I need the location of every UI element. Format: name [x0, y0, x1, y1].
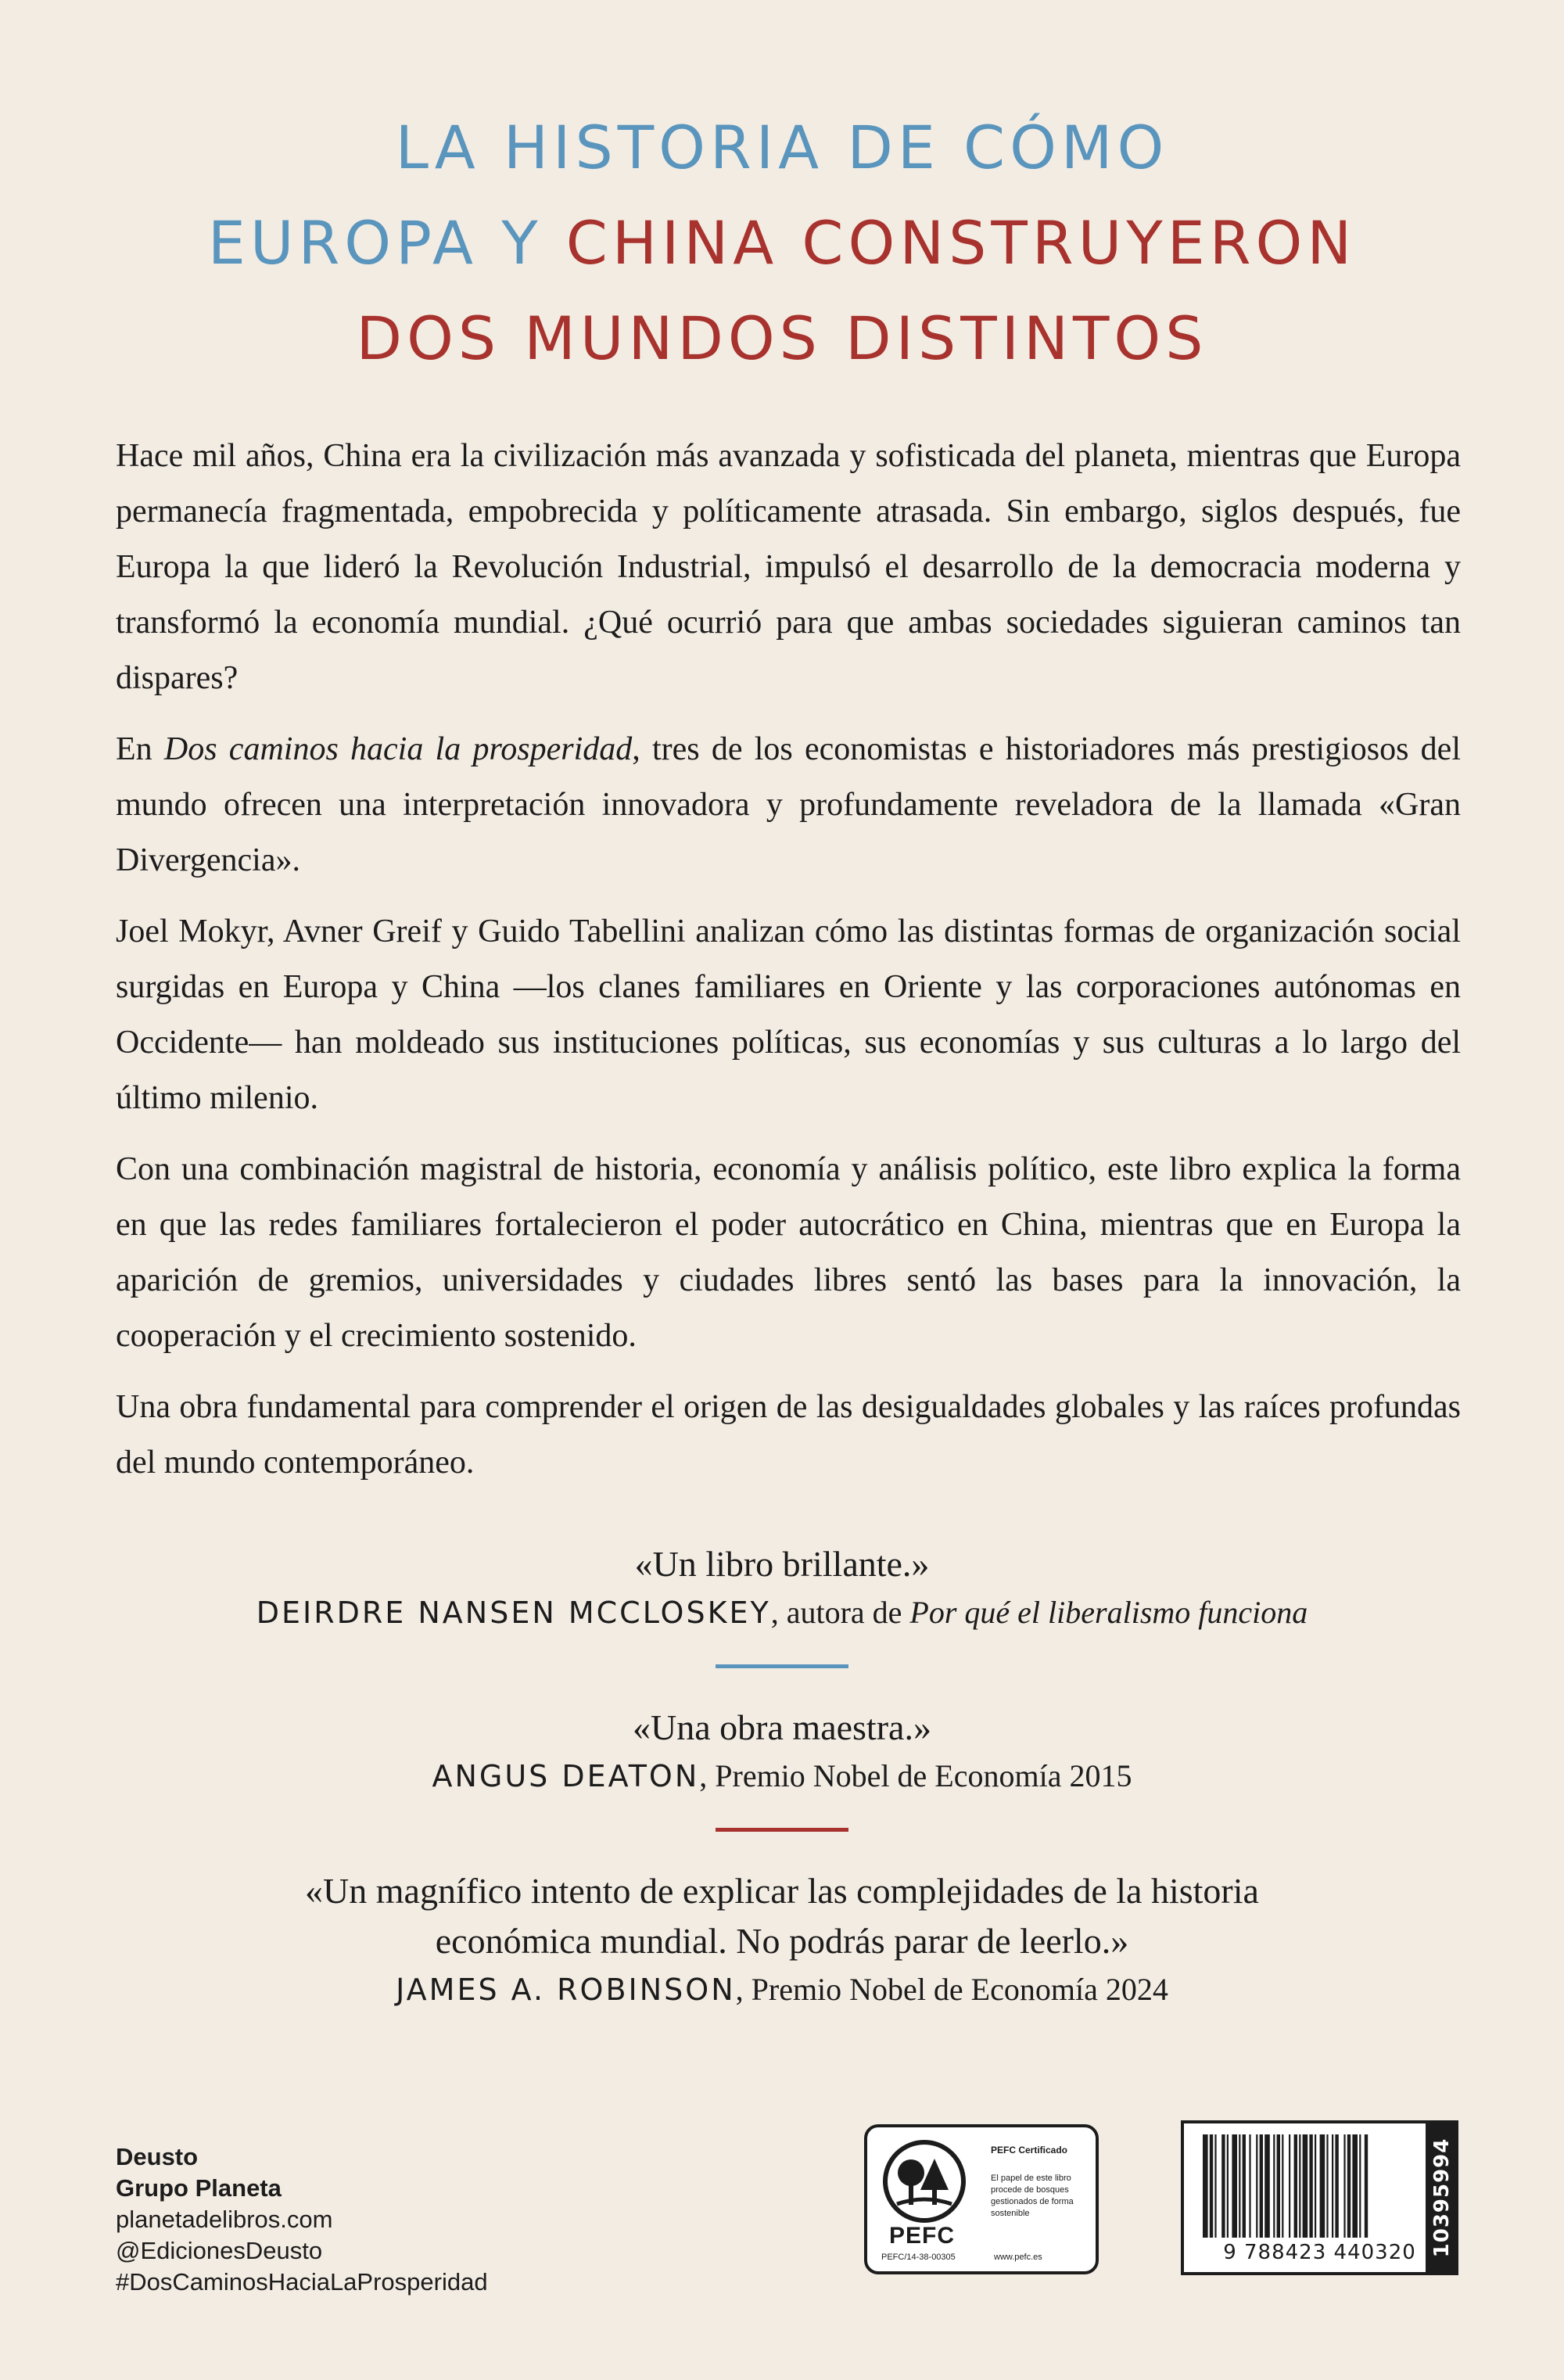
- synopsis-paragraph-5: Una obra fundamental para comprender el origen de las desigualdades globales y las raíces profundas del mundo contemporáneo.: [116, 1389, 1461, 1481]
- blurb-2-attribution: [0, 1753, 1564, 1800]
- pefc-description: El papel de este libro procede de bosques gestionados de forma sostenible: [991, 2174, 1074, 2218]
- barcode-bar: [1249, 2134, 1250, 2238]
- barcode-bar: [1232, 2134, 1237, 2238]
- barcode-bar: [1210, 2134, 1213, 2238]
- blurb-2-author: ANGUS DEATON: [432, 1759, 700, 1793]
- barcode-bar: [1299, 2134, 1300, 2238]
- pefc-certification: [864, 2124, 1099, 2274]
- synopsis-paragraph-4: Con una combinación magistral de historia, economía y análisis político, este libro explica la forma en que las redes familiares fortalecieron el poder autocrático en China, mientras que en Europa la aparición de gremios, universidades y ciudades libres sentó las bases para la innovación, la cooperación y el crecimiento sostenido.: [116, 1151, 1461, 1354]
- publisher-website: planetadelibros.com: [116, 2206, 333, 2233]
- barcode-bar: [1320, 2134, 1325, 2238]
- barcode-bar: [1343, 2134, 1345, 2238]
- publisher-handle: @EdicionesDeusto: [116, 2237, 323, 2264]
- blue-divider: [716, 1664, 848, 1668]
- barcode-bar: [1326, 2134, 1328, 2238]
- barcode-bar: [1243, 2134, 1246, 2238]
- barcode-bar: [1347, 2134, 1351, 2238]
- product-code-strip: [1426, 2120, 1458, 2275]
- barcode-bar: [1294, 2134, 1297, 2238]
- blurb-3-quote-line-1: «Un magnífico intento de explicar las complejidades de la historia: [305, 1871, 1259, 1911]
- barcode-bar: [1332, 2134, 1333, 2238]
- synopsis-paragraph-3: Joel Mokyr, Avner Greif y Guido Tabellini analizan cómo las distintas formas de organización social surgidas en Europa y China —los clanes familiares en Oriente y las corporaciones autónomas en Occidente— han moldeado sus instituciones políticas, sus economías y sus culturas a lo largo del último milenio.: [116, 914, 1461, 1116]
- headline-line-2-red: CHINA CONSTRUYERON: [565, 208, 1357, 278]
- publisher-group: Grupo Planeta: [116, 2174, 282, 2202]
- blurb-1-work: Por qué el liberalismo funciona: [909, 1595, 1308, 1630]
- synopsis-paragraph-1: Hace mil años, China era la civilización más avanzada y sofisticada del planeta, mientras que Europa permanecía fragmentada, empobrecida y políticamente atrasada. Sin embargo, siglos después, fue Europa la que lideró la Revolución Industrial, impulsó el desarrollo de la democracia moderna y transformó la economía mundial. ¿Qué ocurrió para que ambas sociedades siguieran caminos tan dispares?: [116, 438, 1461, 696]
- blurb-3-quote-line-2: económica mundial. No podrás parar de leerlo.»: [435, 1921, 1129, 1961]
- barcode-bar: [1352, 2134, 1358, 2238]
- barcode-bar: [1289, 2134, 1290, 2238]
- book-title: Dos caminos hacia la prosperidad: [163, 731, 633, 767]
- barcode-bar: [1315, 2134, 1316, 2238]
- barcode-bar: [1365, 2134, 1368, 2238]
- blurb-1-author: DEIRDRE NANSEN MCCLOSKEY: [256, 1596, 771, 1630]
- blurbs: [0, 1539, 1564, 2013]
- barcode-bar: [1264, 2134, 1270, 2238]
- barcode-bar: [1260, 2134, 1263, 2238]
- blurb-3-attribution: [0, 1966, 1564, 2013]
- synopsis-paragraph-2: [116, 722, 1461, 888]
- barcode-bar: [1227, 2134, 1229, 2238]
- barcode-bar: [1221, 2134, 1225, 2238]
- publisher-name: Deusto: [116, 2143, 199, 2170]
- blurb-2-role: , Premio Nobel de Economía 2015: [699, 1758, 1132, 1793]
- pefc-tree-logo-icon: [881, 2138, 967, 2224]
- red-divider: [716, 1828, 848, 1832]
- isbn-barcode: [1181, 2120, 1458, 2275]
- headline-line-2-blue: EUROPA Y: [207, 208, 566, 278]
- barcode-bar: [1273, 2134, 1275, 2238]
- pefc-url: www.pefc.es: [994, 2253, 1042, 2262]
- blurb-2-quote: «Una obra maestra.»: [633, 1707, 931, 1747]
- blurb-1-role: , autora de: [770, 1595, 910, 1630]
- barcode-bar: [1214, 2134, 1216, 2238]
- paragraph-2-lead: En: [116, 731, 164, 767]
- pefc-title: PEFC Certificado: [991, 2145, 1068, 2156]
- barcode-bar: [1359, 2134, 1361, 2238]
- barcode-bar: [1239, 2134, 1240, 2238]
- headline-line-2: [0, 196, 1564, 291]
- barcode-bar: [1309, 2134, 1312, 2238]
- barcode-bar: [1303, 2134, 1308, 2238]
- barcode-bar: [1256, 2134, 1257, 2238]
- blurb-1-quote: «Un libro brillante.»: [634, 1544, 930, 1584]
- headline-line-3: DOS MUNDOS DISTINTOS: [356, 303, 1208, 373]
- pefc-wordmark: PEFC: [889, 2223, 956, 2249]
- product-code: 10395994: [1430, 2138, 1454, 2258]
- barcode-bars: [1203, 2134, 1414, 2238]
- barcode-bar: [1203, 2134, 1208, 2238]
- barcode-bar: [1277, 2134, 1280, 2238]
- paragraph-2-rest: , tres de los economistas e historiadores más prestigiosos del mundo ofrecen una interpretación innovadora y profundamente reveladora de la llamada «Gran Divergencia».: [116, 731, 1461, 878]
- barcode-bar: [1335, 2134, 1338, 2238]
- headline: [0, 100, 1564, 386]
- blurb-1-attribution: [0, 1589, 1564, 1636]
- synopsis: [116, 429, 1461, 1506]
- pefc-code: PEFC/14-38-00305: [881, 2253, 956, 2262]
- barcode-bar: [1282, 2134, 1283, 2238]
- headline-line-1: LA HISTORIA DE CÓMO: [395, 113, 1169, 182]
- blurb-3-role: , Premio Nobel de Economía 2024: [735, 1972, 1168, 2007]
- publisher-imprint: [116, 2141, 488, 2298]
- blurb-3-author: JAMES A. ROBINSON: [396, 1973, 736, 2007]
- publisher-hashtag: #DosCaminosHaciaLaProsperidad: [116, 2268, 488, 2296]
- isbn-number: 9 788423 440320: [1223, 2241, 1416, 2264]
